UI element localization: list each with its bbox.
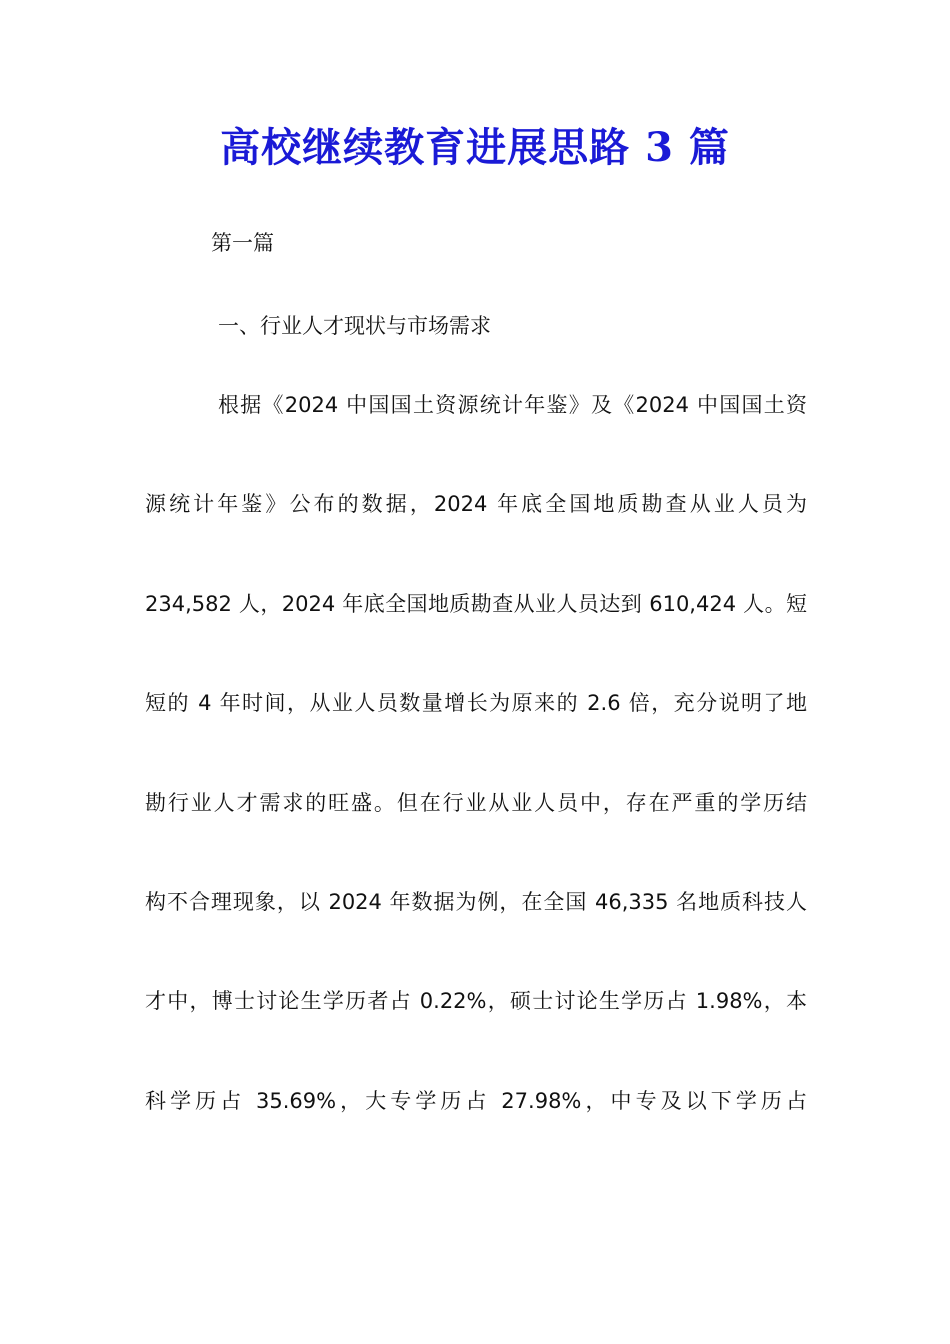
- body-line: 根据《2024 中国国土资源统计年鉴》及《2024 中国国土资: [218, 393, 807, 417]
- body-line: 短的 4 年时间，从业人员数量增长为原来的 2.6 倍，充分说明了地: [145, 691, 807, 715]
- body-line: 构不合理现象，以 2024 年数据为例，在全国 46,335 名地质科技人: [145, 890, 807, 914]
- part-label: 第一篇: [211, 231, 274, 255]
- body-line: 234,582 人，2024 年底全国地质勘查从业人员达到 610,424 人。短: [145, 592, 807, 616]
- body-line: 科学历占 35.69%，大专学历占 27.98%，中专及以下学历占: [145, 1089, 807, 1113]
- body-line: 源统计年鉴》公布的数据，2024 年底全国地质勘查从业人员为: [145, 492, 807, 516]
- body-line: 勘行业人才需求的旺盛。但在行业从业人员中，存在严重的学历结: [145, 791, 807, 815]
- body-line: 才中，博士讨论生学历者占 0.22%，硕士讨论生学历占 1.98%，本: [145, 989, 807, 1013]
- document-title: 高校继续教育进展思路 3 篇: [220, 124, 730, 171]
- section-heading: 一、行业人才现状与市场需求: [218, 314, 491, 338]
